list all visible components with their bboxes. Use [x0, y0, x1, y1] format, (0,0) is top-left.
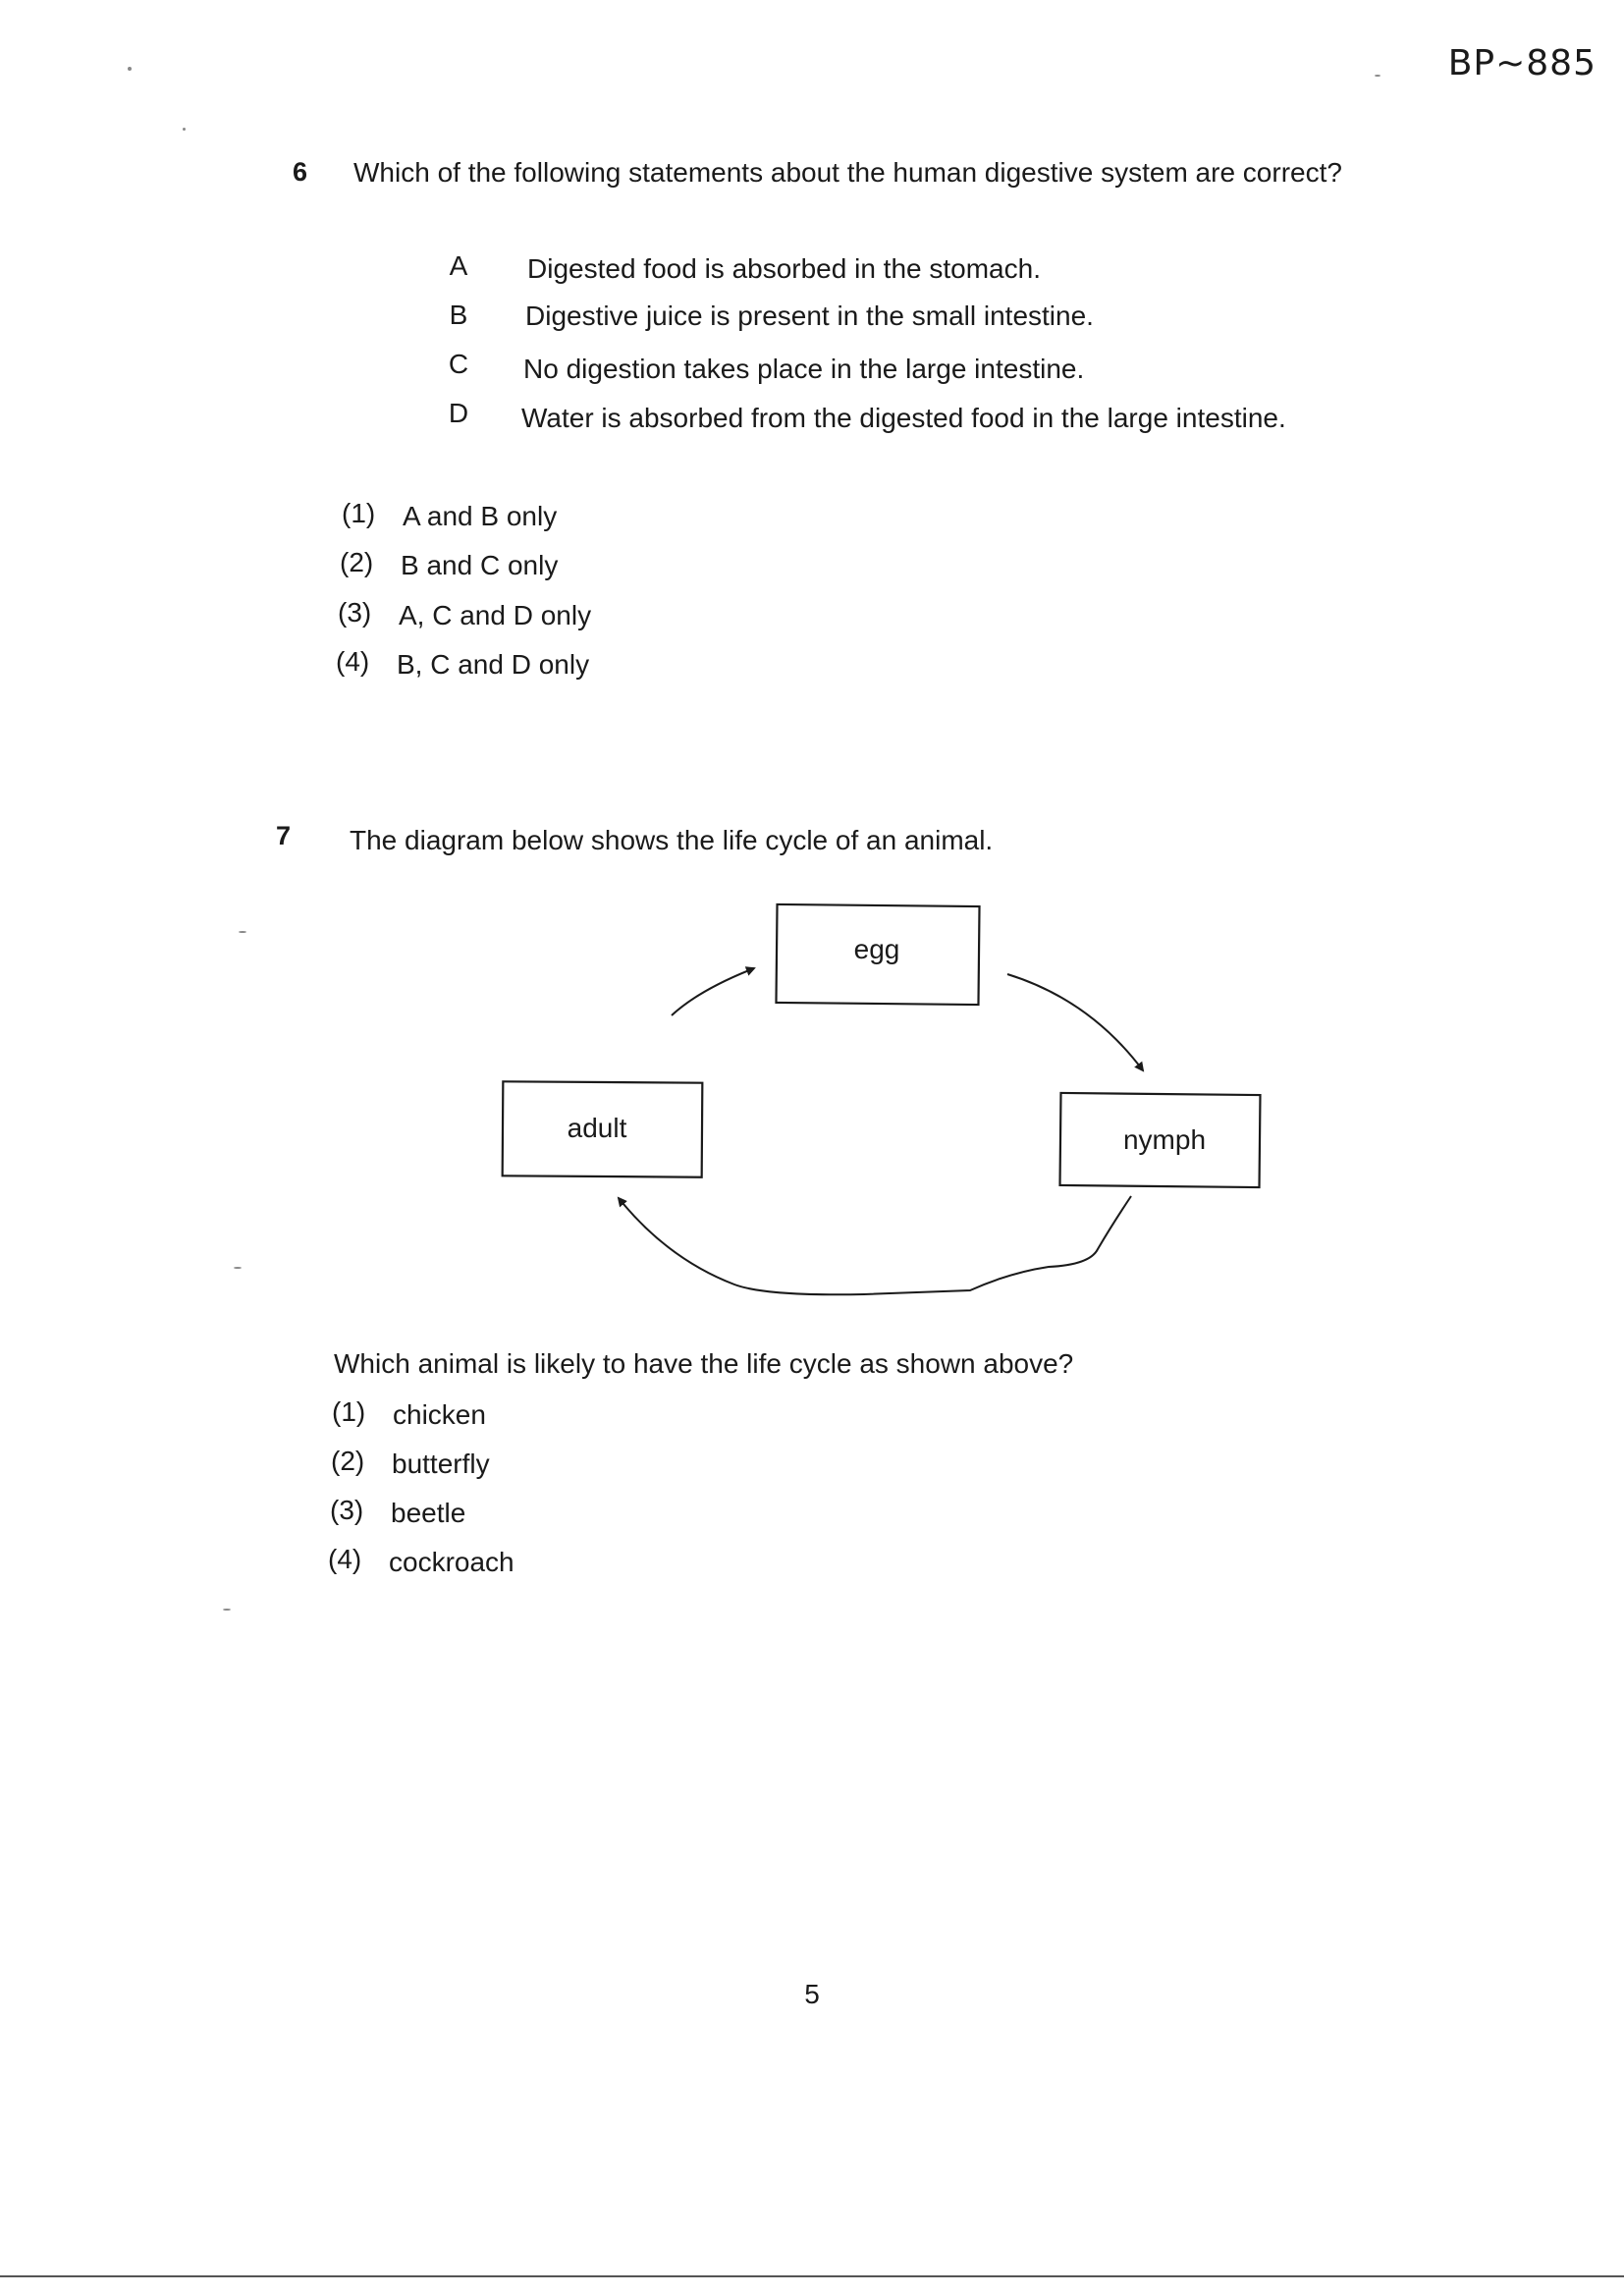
q7-option-1-text: chicken — [393, 1399, 486, 1430]
q6-option-3-number: (3) — [338, 597, 372, 628]
question-6-number: 6 — [293, 157, 308, 187]
q6-option-4-number: (4) — [336, 646, 370, 677]
life-cycle-diagram — [471, 884, 1276, 1316]
question-6-text: Which of the following statements about the human digestive system are correct? — [353, 157, 1342, 188]
q7-option-2-number: (2) — [331, 1446, 365, 1476]
q7-option-4-number: (4) — [328, 1544, 362, 1574]
scan-speck — [1375, 75, 1380, 77]
q7-option-3-text: beetle — [391, 1498, 466, 1528]
statement-letter-d: D — [448, 398, 469, 428]
egg-stage-box — [776, 904, 979, 1005]
arrow-egg-to-nymph — [1007, 974, 1143, 1070]
scan-speck — [223, 1609, 231, 1611]
statement-letter-c: C — [448, 349, 469, 379]
q7-option-2-text: butterfly — [392, 1449, 490, 1479]
question-7-prompt: Which animal is likely to have the life cycle as shown above? — [334, 1348, 1074, 1379]
statement-letter-b: B — [449, 300, 468, 330]
bottom-scan-line — [0, 2275, 1624, 2277]
statement-text-b: Digestive juice is present in the small intestine. — [525, 301, 1094, 331]
statement-text-c: No digestion takes place in the large intestine. — [523, 354, 1085, 384]
paper-code: BP~885 — [1447, 43, 1597, 83]
q6-option-2-text: B and C only — [401, 550, 559, 580]
arrow-adult-to-egg — [672, 968, 754, 1015]
q6-option-3-text: A, C and D only — [399, 600, 592, 630]
scan-speck — [183, 128, 186, 131]
scan-speck — [128, 67, 132, 71]
adult-stage-box — [503, 1081, 703, 1176]
statement-text-d: Water is absorbed from the digested food in the large intestine. — [521, 403, 1286, 433]
adult-label: adult — [567, 1113, 627, 1143]
question-7-number: 7 — [276, 821, 292, 850]
q7-option-4-text: cockroach — [389, 1547, 514, 1577]
q7-option-3-number: (3) — [330, 1495, 364, 1525]
q6-option-1-text: A and B only — [403, 501, 558, 531]
page-number: 5 — [804, 1979, 820, 2009]
statement-text-a: Digested food is absorbed in the stomach. — [527, 253, 1041, 284]
scan-speck — [234, 1267, 242, 1269]
scan-speck — [239, 931, 246, 933]
arrow-nymph-to-adult — [619, 1196, 1131, 1294]
nymph-label: nymph — [1122, 1124, 1207, 1155]
egg-label: egg — [853, 934, 900, 964]
q6-option-1-number: (1) — [342, 498, 376, 528]
q6-option-2-number: (2) — [340, 547, 374, 577]
statement-letter-a: A — [449, 250, 468, 281]
question-7-text: The diagram below shows the life cycle of an animal. — [350, 825, 994, 855]
nymph-stage-box — [1060, 1093, 1261, 1187]
q7-option-1-number: (1) — [332, 1396, 366, 1427]
q6-option-4-text: B, C and D only — [397, 649, 590, 680]
